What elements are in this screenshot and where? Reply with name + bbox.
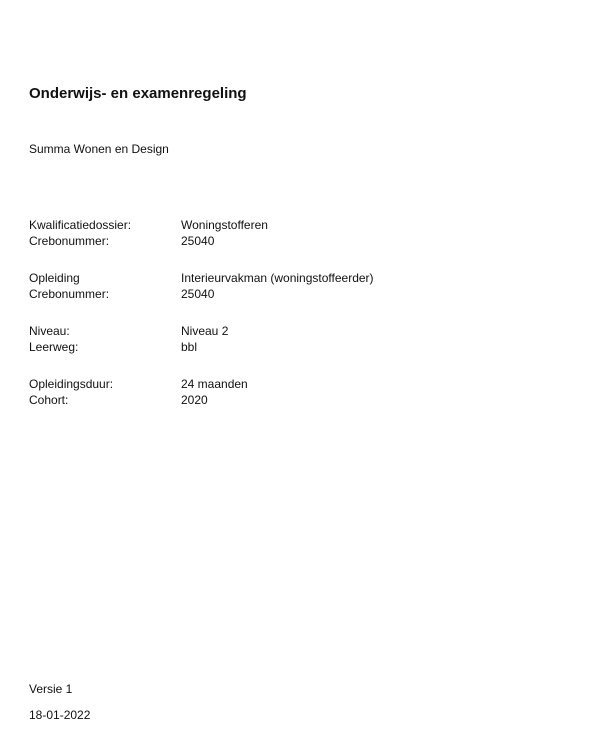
- info-label: Cohort:: [29, 393, 69, 407]
- info-label: Crebonummer:: [29, 287, 110, 301]
- info-group-kwalificatie: [29, 217, 549, 249]
- info-row: [29, 233, 549, 249]
- info-value: 25040: [181, 287, 215, 301]
- info-label: Niveau:: [29, 324, 70, 338]
- info-table: [29, 217, 549, 429]
- organization-name: Summa Wonen en Design: [29, 142, 169, 156]
- info-label: Opleidingsduur:: [29, 377, 114, 391]
- page-title: Onderwijs- en examenregeling: [29, 85, 247, 102]
- info-row: [29, 392, 549, 408]
- info-label: Crebonummer:: [29, 234, 110, 248]
- info-value: Niveau 2: [181, 324, 229, 338]
- info-value: 2020: [181, 393, 208, 407]
- info-row: [29, 323, 549, 339]
- info-row: [29, 339, 549, 355]
- info-value: Interieurvakman (woningstoffeerder): [181, 271, 374, 285]
- info-row: [29, 286, 549, 302]
- document-version: Versie 1: [29, 682, 73, 696]
- info-label: Leerweg:: [29, 340, 79, 354]
- info-label: Opleiding: [29, 271, 80, 285]
- info-group-duur: [29, 376, 549, 408]
- info-value: Woningstofferen: [181, 218, 268, 232]
- info-value: bbl: [181, 340, 198, 354]
- info-row: [29, 270, 549, 286]
- info-group-niveau: [29, 323, 549, 355]
- info-value: 24 maanden: [181, 377, 248, 391]
- document-date: 18-01-2022: [29, 708, 91, 722]
- info-row: [29, 376, 549, 392]
- info-label: Kwalificatiedossier:: [29, 218, 132, 232]
- info-group-opleiding: [29, 270, 549, 302]
- info-value: 25040: [181, 234, 215, 248]
- info-row: [29, 217, 549, 233]
